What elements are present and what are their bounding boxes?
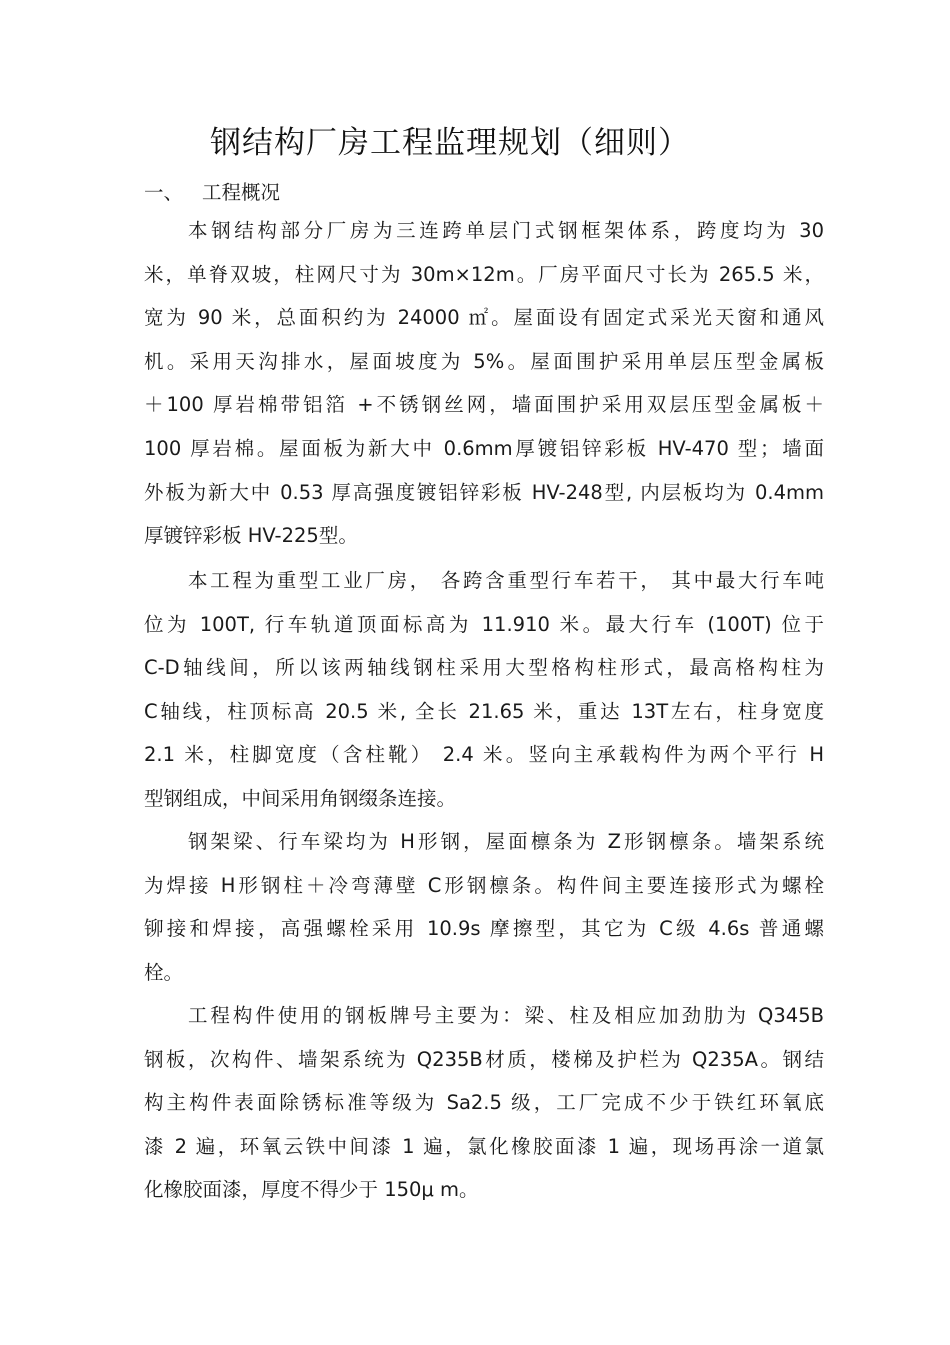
text-line: 米，单脊双坡，柱网尺寸为 30m×12m。厂房平面尺寸长为 265.5 米，: [144, 262, 824, 286]
text-line: 型钢组成，中间采用角钢缀条连接。: [144, 786, 457, 810]
text-line: 化橡胶面漆，厚度不得少于 150μ m。: [144, 1178, 479, 1202]
text-line: 本钢结构部分厂房为三连跨单层门式钢框架体系，跨度均为 30: [188, 219, 824, 242]
section-heading: [144, 176, 280, 210]
text-line: 漆 2 遍，环氧云铁中间漆 1 遍，氯化橡胶面漆 1 遍，现场再涂一道氯: [144, 1134, 824, 1158]
section-title: 工程概况: [202, 181, 281, 204]
text-line: 位为 100T, 行车轨道顶面标高为 11.910 米。最大行车 (100T) 位于: [144, 612, 824, 636]
text-line: 外板为新大中 0.53 厚高强度镀铝锌彩板 HV-248型, 内层板均为 0.4mm: [144, 480, 824, 504]
text-line: 铆接和焊接，高强螺栓采用 10.9s 摩擦型，其它为 C级 4.6s 普通螺: [144, 917, 824, 941]
text-line: C-D轴线间，所以该两轴线钢柱采用大型格构柱形式，最高格构柱为: [144, 656, 824, 680]
text-line: 栓。: [144, 960, 184, 984]
paragraph-project-overview: [144, 209, 824, 558]
text-line: 工程构件使用的钢板牌号主要为：梁、柱及相应加劲肋为 Q345B: [188, 1004, 824, 1027]
text-line: 100 厚岩棉。屋面板为新大中 0.6mm厚镀铝锌彩板 HV-470 型；墙面: [144, 436, 824, 460]
text-line: 2.1 米，柱脚宽度（含柱靴） 2.4 米。竖向主承载构件为两个平行 H: [144, 743, 824, 767]
text-line: 宽为 90 米，总面积约为 24000 ㎡。屋面设有固定式采光天窗和通风: [144, 306, 824, 330]
text-line: ＋100 厚岩棉带铝箔 +不锈钢丝网，墙面围护采用双层压型金属板＋: [144, 393, 824, 417]
text-line: 机。采用天沟排水，屋面坡度为 5%。屋面围护采用单层压型金属板: [144, 349, 824, 373]
paragraph-beams-connections: [144, 820, 824, 994]
text-line: 本工程为重型工业厂房， 各跨含重型行车若干， 其中最大行车吨: [188, 569, 824, 592]
text-line: 厚镀锌彩板 HV-225型。: [144, 524, 358, 548]
text-line: 为焊接 H形钢柱＋冷弯薄壁 C形钢檩条。构件间主要连接形式为螺栓: [144, 873, 824, 897]
text-line: C轴线，柱顶标高 20.5 米, 全长 21.65 米，重达 13T左右，柱身宽度: [144, 699, 824, 723]
document-title: 钢结构厂房工程监理规划（细则）: [210, 125, 690, 161]
paragraph-steel-grades-coating: [144, 994, 824, 1212]
text-line: 钢架梁、行车梁均为 H形钢，屋面檩条为 Z形钢檩条。墙架系统: [188, 830, 824, 853]
text-line: 钢板，次构件、墙架系统为 Q235B材质，楼梯及护栏为 Q235A。钢结: [144, 1047, 824, 1071]
text-line: 构主构件表面除锈标准等级为 Sa2.5 级，工厂完成不少于铁红环氧底: [144, 1091, 824, 1115]
paragraph-crane-columns: [144, 559, 824, 821]
section-number: 一、: [144, 181, 184, 204]
